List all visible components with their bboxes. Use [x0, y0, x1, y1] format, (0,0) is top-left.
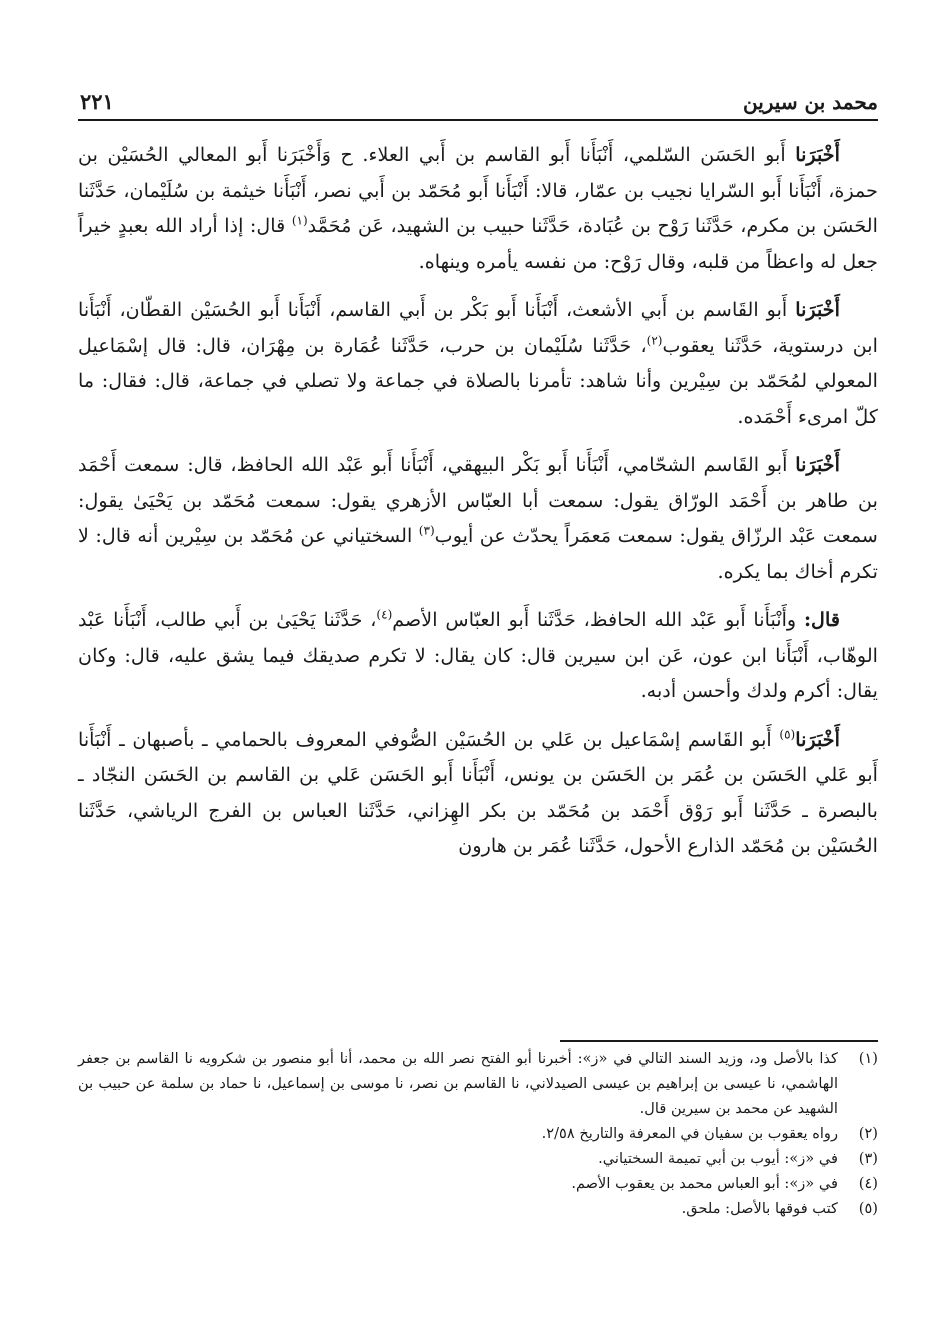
paragraph-text: أَبو الحَسَن السّلمي، أَنْبَأَنا أَبو القاسم بن أَبي العلاء. ح وَأَخْبَرَنا أَبو المعالي الحُسَيْن بن حمزة، أَنْبَأَنا أَبو السّرايا نجيب بن عمّار، قالا: أَنْبَأَنا أَبو مُحَمّد بن أَبي نصر، أَنْبَأَنا خيثمة بن سُلَيْمان، حَدَّثَنا الحَسَن بن مكرم، حَدَّثَنا رَوْح بن عُبَادة، حَدَّثَنا حبيب بن الشهيد، عَن مُحَمَّد — [78, 143, 878, 237]
footnote-ref: (١) — [291, 213, 308, 228]
paragraph-tail: ، حَدَّثَنا يَحْيَىٰ بن أَبي طالب، أَنْبَأَنا عَبْد الوهّاب، أَنْبَأَنا ابن عون، عَن ابن سيرين قال: كان يقال: لا تكرم صديقك فيما يشق عليه، قال: وكان يقال: أكرم ولدك وأحسن أدبه. — [78, 608, 878, 702]
footnote-number: (٤) — [858, 1175, 878, 1192]
footnote — [78, 1046, 878, 1121]
footnote-ref: (٥) — [779, 727, 796, 742]
footnote-ref: (٤) — [376, 607, 393, 622]
paragraph — [78, 137, 878, 279]
footnote-number: (٥) — [858, 1200, 878, 1217]
footnote-text: رواه يعقوب بن سفيان في المعرفة والتاريخ ٢/٥٨. — [541, 1125, 838, 1142]
footnote-text: في «ز»: أيوب بن أبي تميمة السختياني. — [598, 1150, 838, 1167]
page-header — [80, 74, 878, 114]
footnote-number: (٣) — [858, 1150, 878, 1167]
paragraph-lead: أَخْبَرَنا — [795, 727, 840, 751]
paragraph — [78, 722, 878, 864]
footnote-number: (١) — [858, 1050, 878, 1067]
paragraph-lead: قال: — [803, 608, 841, 631]
paragraph-tail: ، حَدَّثَنا سُلَيْمان بن حرب، حَدَّثَنا عُمَارة بن مِهْرَان، قال: قال إسْمَاعيل المعولي لمُحَمّد بن سِيْرين وأنا شاهد: تأمرنا بالصلاة في جماعة ولا تصلي في جماعة، قال: فقال: ما كلّ امرىء أَحْمَده. — [78, 333, 878, 428]
footnote-text: كتب فوقها بالأصل: ملحق. — [681, 1200, 838, 1217]
footnote-rule — [560, 1040, 878, 1042]
footnote — [78, 1171, 878, 1196]
footnote — [78, 1121, 878, 1146]
paragraph-lead: أَخْبَرَنا — [795, 298, 840, 321]
paragraph-text: أَبو القَاسم بن أَبي الأشعث، أَنْبَأَنا أَبو بَكْر بن أَبي القاسم، أَنْبَأَنا أَبو الحُسَيْن القطّان، أَنْبَأَنا ابن درستوية، حَدَّثَنا يعقوب — [78, 298, 878, 357]
paragraph-text: وأَنْبَأَنا أَبو عَبْد الله الحافظ، حَدَّثَنا أَبو العبّاس الأصم — [392, 608, 804, 631]
main-text — [78, 137, 878, 877]
page-number: ٢٢١ — [80, 89, 114, 114]
footnotes — [78, 1046, 878, 1221]
paragraph-tail: أَبو القَاسم إسْمَاعيل بن عَلي بن الحُسَيْن الصُّوفي المعروف بالحمامي ـ بأصبهان ـ أَنْبَأَنا أَبو عَلي الحَسَن بن عُمَر بن الحَسَن بن يونس، أَنْبَأَنا أَبو الحَسَن عَلي بن القاسم بن الحَسَن النجّاد ـ بالبصرة ـ حَدَّثَنا أَبو رَوْق أَحْمَد بن مُحَمّد بن بكر الهِزاني، حَدَّثَنا العباس بن الفرج الرياشي، حَدَّثَنا الحُسَيْن بن مُحَمّد الذارع الأحول، حَدَّثَنا عُمَر بن هارون — [78, 727, 878, 857]
paragraph — [78, 602, 878, 709]
footnote-number: (٢) — [858, 1125, 878, 1142]
footnote — [78, 1196, 878, 1221]
paragraph-tail: السختياني عن مُحَمّد بن سِيْرين أنه قال: لا تكرم أخاك بما يكره. — [78, 524, 878, 583]
footnote-text: في «ز»: أبو العباس محمد بن يعقوب الأصم. — [571, 1175, 838, 1192]
header-rule — [78, 119, 878, 121]
paragraph — [78, 447, 878, 589]
paragraph-lead: أَخْبَرَنا — [795, 453, 840, 476]
footnote-ref: (٢) — [646, 333, 663, 348]
footnote-ref: (٣) — [418, 523, 435, 538]
paragraph-lead: أَخْبَرَنا — [795, 143, 840, 166]
footnote — [78, 1146, 878, 1171]
footnote-text: كذا بالأصل ود، وزيد السند التالي في «ز»: أخبرنا أبو الفتح نصر الله بن محمد، أنا أبو منصور بن شكرويه نا القاسم بن جعفر الهاشمي، نا عيسى بن إبراهيم بن عيسى الصيدلاني، نا القاسم بن نصر، نا موسى بن إسماعيل، نا حماد بن سلمة عن حبيب بن الشهيد عن محمد بن سيرين قال. — [78, 1050, 838, 1117]
paragraph-text: أَبو القَاسم الشحّامي، أَنْبَأَنا أَبو بَكْر البيهقي، أَنْبَأَنا أَبو عَبْد الله الحافظ، قال: سمعت أَحْمَد بن طاهر بن أَحْمَد الورّاق يقول: سمعت أبا العبّاس الأزهري يقول: سمعت مُحَمّد بن يَحْيَىٰ يقول: سمعت عَبْد الرزّاق يقول: سمعت مَعمَراً يحدّث عن أيوب — [78, 453, 878, 547]
paragraph-tail: قال: إذا أراد الله بعبدٍ خيراً جعل له واعظاً من قلبه، وقال رَوْح: من نفسه يأمره وينهاه. — [78, 214, 878, 273]
paragraph — [78, 292, 878, 434]
running-head: محمد بن سيرين — [742, 90, 878, 114]
